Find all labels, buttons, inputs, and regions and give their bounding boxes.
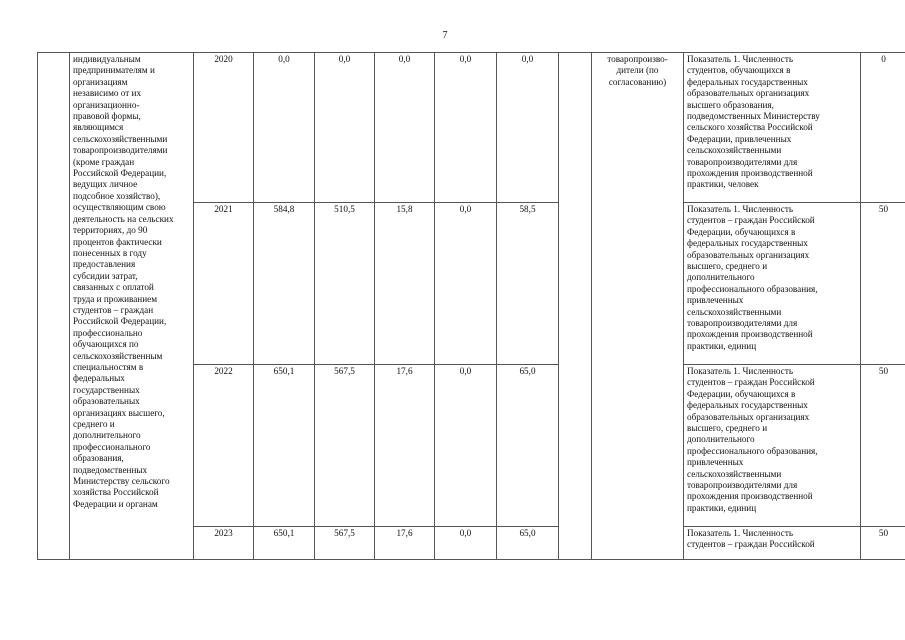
other-sources-cell: 65,0 [497,365,559,527]
indicator-cell: Показатель 1. Численность студентов – граждан Российской [684,527,861,560]
federal-budget-cell: 510,5 [315,203,375,365]
local-budget-cell: 0,0 [435,53,497,203]
indicator-value: 50 [861,365,905,527]
other-sources-cell: 58,5 [497,203,559,365]
regional-budget-cell: 17,6 [375,365,435,527]
local-budget-cell: 0,0 [435,365,497,527]
year-cell: 2023 [194,527,254,560]
indicator-value: 50 [861,203,905,365]
regional-budget-cell: 0,0 [375,53,435,203]
table-row [38,53,905,203]
indicator-value: 50 [861,527,905,560]
total-cell: 0,0 [254,53,315,203]
indicator-cell: Показатель 1. Численность студентов, обучающихся в федеральных государственных образовательных организациях высшего образования, подведомственных Министерству сельского хозяйства Российской Федерации, привлеченных сельскохозяйственными товаропроизводителями для прохождения производственной практики, человек [684,53,861,203]
year-cell: 2022 [194,365,254,527]
indicator-cell: Показатель 1. Численность студентов – граждан Российской Федерации, обучающихся в федеральных государственных образовательных организациях высшего, среднего и дополнительного профессионального образования, привлеченных сельскохозяйственными товаропроизводителями для прохождения производственной практики, единиц [684,365,861,527]
page-number: 7 [442,30,448,41]
local-budget-cell: 0,0 [435,203,497,365]
empty-cell [559,53,592,560]
other-sources-cell: 65,0 [497,527,559,560]
number-cell [38,53,70,560]
local-budget-cell: 0,0 [435,527,497,560]
year-cell: 2020 [194,53,254,203]
other-sources-cell: 0,0 [497,53,559,203]
federal-budget-cell: 567,5 [315,527,375,560]
regional-budget-cell: 15,8 [375,203,435,365]
program-table [37,52,905,560]
federal-budget-cell: 567,5 [315,365,375,527]
federal-budget-cell: 0,0 [315,53,375,203]
total-cell: 650,1 [254,527,315,560]
indicator-cell: Показатель 1. Численность студентов – граждан Российской Федерации, обучающихся в федеральных государственных образовательных организациях высшего, среднего и дополнительного профессионального образования, привлеченных сельскохозяйственными товаропроизводителями для прохождения производственной практики, единиц [684,203,861,365]
total-cell: 650,1 [254,365,315,527]
indicator-value: 0 [861,53,905,203]
measure-description: индивидуальным предпринимателям и организациям независимо от их организационно- правовой формы, являющимся сельскохозяйственными товаропроизводителями (кроме граждан Российской Федерации, ведущих личное подсобное хозяйство), осуществляющим свою деятельность на сельских территориях, до 90 процентов фактически понесенных в году предоставления субсидии затрат, связанных с оплатой труда и проживанием студентов – граждан Российской Федерации, профессионально обучающихся по сельскохозяйственным специальностям в федеральных государственных образовательных организациях высшего, среднего и дополнительного профессионального образования, подведомственных Министерству сельского хозяйства Российской Федерации и органам [70,53,194,560]
year-cell: 2021 [194,203,254,365]
regional-budget-cell: 17,6 [375,527,435,560]
executor-cell: товаропроизво- дители (по согласованию) [592,53,684,560]
total-cell: 584,8 [254,203,315,365]
